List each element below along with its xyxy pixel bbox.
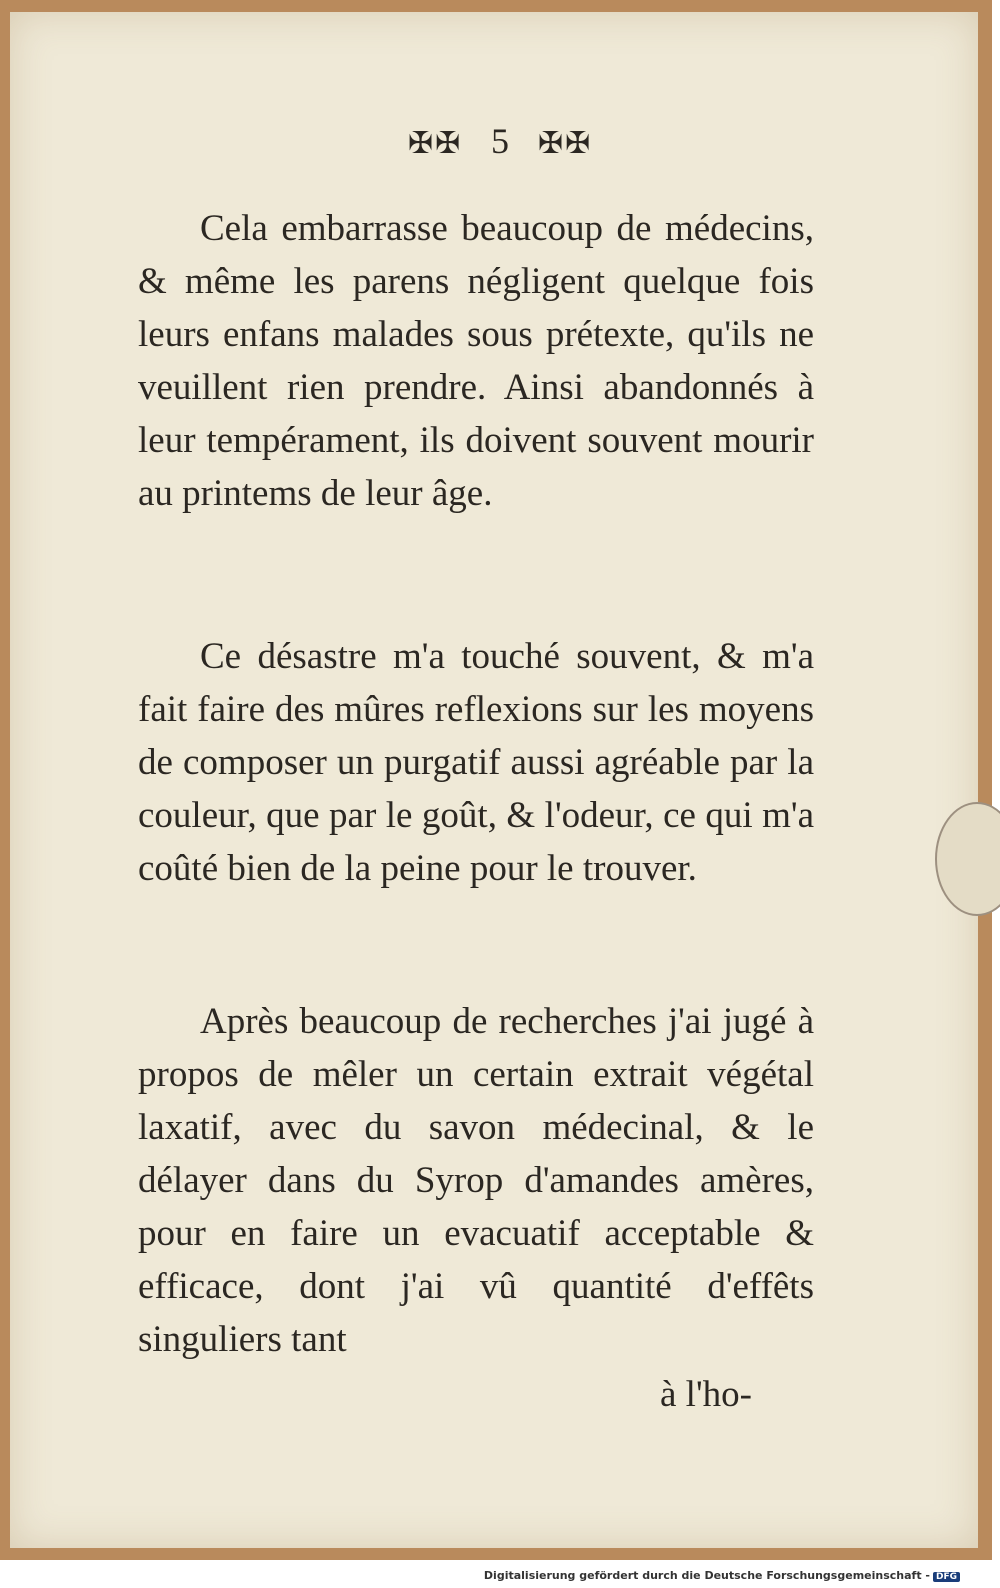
paragraph-2 bbox=[138, 630, 814, 895]
paragraph-text: Ce désastre m'a touché souvent, & m'a fait faire des mûres reflexions sur les moyens de composer un purgatif aussi agréable par la couleur, que par le goût, & l'odeur, ce qui m'a coûté bien de la peine pour le trouver. bbox=[138, 636, 814, 889]
credit-text: Digitalisierung gefördert durch die Deutsche Forschungsgemeinschaft - bbox=[483, 1569, 930, 1582]
paragraph-text: Après beaucoup de recherches j'ai jugé à propos de mêler un certain extrait végétal laxatif, avec du savon médecinal, & le délayer dans du Syrop d'amandes amères, pour en faire un evacuatif acceptable & efficace, dont j'ai vû quantité d'effêts singuliers tant bbox=[138, 1001, 814, 1360]
page-header bbox=[0, 120, 1000, 162]
catchword: à l'ho- bbox=[660, 1374, 752, 1415]
ornament-right: ✠✠ bbox=[537, 126, 593, 161]
ornament-left: ✠✠ bbox=[407, 126, 463, 161]
paragraph-text: Cela embarrasse beaucoup de médecins, & même les parens négligent quelque fois leurs enfans malades sous prétexte, qu'ils ne veuillent rien prendre. Ainsi abandonnés à leur tempérament, ils doivent souvent mourir au printems de leur âge. bbox=[138, 208, 814, 514]
digitization-credit bbox=[484, 1569, 960, 1582]
page-number: 5 bbox=[491, 121, 509, 161]
dfg-logo: DFG bbox=[933, 1572, 960, 1582]
paragraph-3 bbox=[138, 995, 814, 1366]
paragraph-1 bbox=[138, 202, 814, 520]
page-tab-notch bbox=[935, 802, 1000, 916]
